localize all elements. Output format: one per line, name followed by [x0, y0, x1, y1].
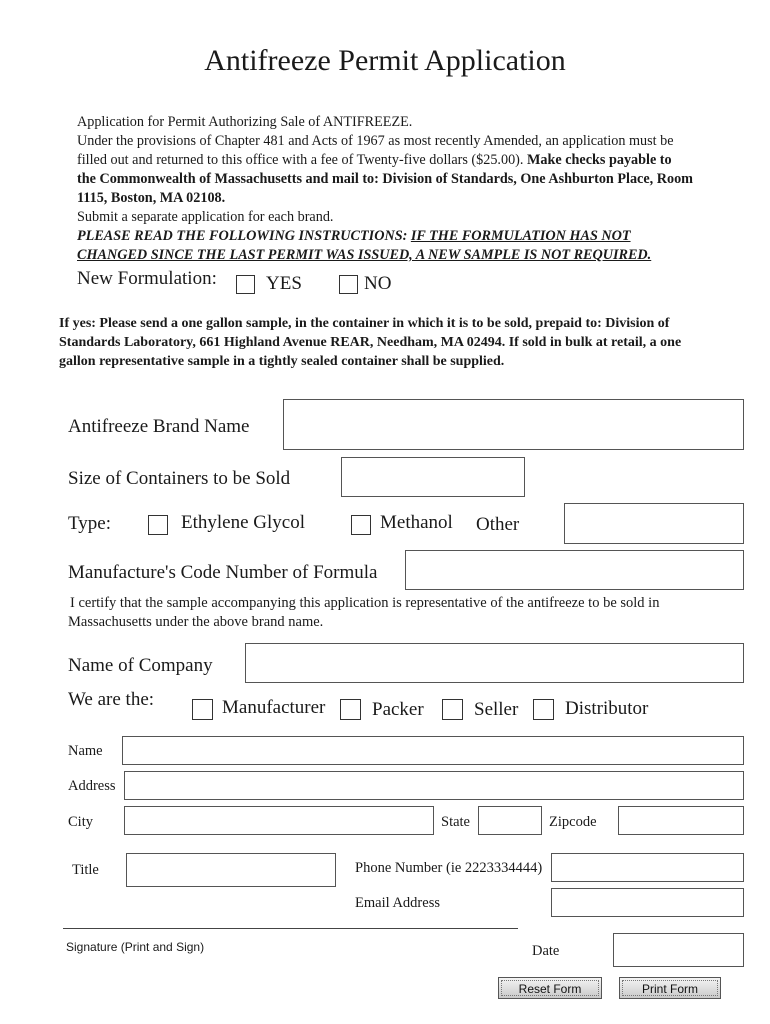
zipcode-input[interactable] [618, 806, 744, 835]
code-number-label: Manufacture's Code Number of Formula [68, 562, 378, 583]
formulation-yes-label: YES [266, 273, 302, 294]
email-input[interactable] [551, 888, 744, 917]
name-input[interactable] [122, 736, 744, 765]
phone-input[interactable] [551, 853, 744, 882]
brand-name-label: Antifreeze Brand Name [68, 416, 250, 437]
formulation-no-label: NO [364, 273, 392, 294]
intro-line-5: 1115, Boston, MA 02108. [77, 190, 226, 206]
company-name-label: Name of Company [68, 655, 213, 676]
packer-checkbox[interactable] [340, 699, 361, 720]
email-label: Email Address [355, 895, 440, 911]
title-input[interactable] [126, 853, 336, 887]
signature-label: Signature (Print and Sign) [66, 940, 205, 954]
certification-line-2: Massachusetts under the above brand name. [68, 614, 324, 630]
page-title: Antifreeze Permit Application [204, 44, 566, 77]
state-input[interactable] [478, 806, 542, 835]
packer-label: Packer [372, 699, 424, 720]
intro-line-1: Application for Permit Authorizing Sale of ANTIFREEZE. [77, 114, 413, 130]
print-form-label: Print Form [622, 980, 718, 996]
date-input[interactable] [613, 933, 744, 967]
methanol-label: Methanol [380, 512, 453, 533]
signature-line[interactable] [63, 928, 518, 929]
instructions-line-2: CHANGED SINCE THE LAST PERMIT WAS ISSUED, A NEW SAMPLE IS NOT REQUIRED. [77, 247, 652, 263]
instructions-prefix: PLEASE READ THE FOLLOWING INSTRUCTIONS: [77, 228, 411, 244]
new-formulation-label: New Formulation: [77, 268, 217, 289]
role-label: We are the: [68, 689, 155, 710]
manufacturer-label: Manufacturer [222, 697, 326, 718]
fee-text: filled out and returned to this office with a fee of Twenty-five dollars ($25.00). [77, 152, 527, 168]
intro-line-2: Under the provisions of Chapter 481 and Acts of 1967 as most recently Amended, an application must be [77, 133, 674, 149]
manufacturer-checkbox[interactable] [192, 699, 213, 720]
date-label: Date [532, 943, 560, 959]
title-label: Title [72, 862, 99, 878]
certification-text [68, 594, 748, 632]
other-label: Other [476, 514, 520, 535]
state-label: State [441, 814, 470, 830]
city-input[interactable] [124, 806, 434, 835]
name-label: Name [68, 743, 103, 759]
type-label: Type: [68, 513, 111, 534]
city-label: City [68, 814, 93, 830]
reset-form-label: Reset Form [501, 980, 599, 996]
ethylene-glycol-label: Ethylene Glycol [181, 512, 305, 533]
distributor-label: Distributor [565, 698, 649, 719]
address-label: Address [68, 778, 116, 794]
certification-line-1: I certify that the sample accompanying this application is representative of the antifreeze to be sold in [70, 595, 660, 611]
address-input[interactable] [124, 771, 744, 800]
reset-form-button[interactable] [498, 977, 602, 999]
print-form-button[interactable] [619, 977, 721, 999]
brand-name-input[interactable] [283, 399, 744, 450]
ethylene-glycol-checkbox[interactable] [148, 515, 168, 535]
seller-checkbox[interactable] [442, 699, 463, 720]
if-yes-instructions [59, 314, 749, 371]
other-type-input[interactable] [564, 503, 744, 544]
container-size-input[interactable] [341, 457, 525, 497]
company-name-input[interactable] [245, 643, 744, 683]
intro-line-3 [77, 151, 747, 170]
intro-text [77, 113, 747, 265]
phone-label: Phone Number (ie 2223334444) [355, 860, 543, 876]
intro-line-6: Submit a separate application for each brand. [77, 209, 334, 225]
formulation-yes-checkbox[interactable] [236, 275, 255, 294]
code-number-input[interactable] [405, 550, 744, 590]
if-yes-line-1: If yes: Please send a one gallon sample, in the container in which it is to be sold, prepaid to: Division of [59, 316, 670, 331]
instructions-line-1 [77, 227, 747, 246]
formulation-no-checkbox[interactable] [339, 275, 358, 294]
container-size-label: Size of Containers to be Sold [68, 468, 291, 489]
zipcode-label: Zipcode [549, 814, 597, 830]
checks-payable-text: Make checks payable to [527, 152, 672, 168]
instructions-underlined: IF THE FORMULATION HAS NOT [410, 228, 631, 244]
distributor-checkbox[interactable] [533, 699, 554, 720]
methanol-checkbox[interactable] [351, 515, 371, 535]
if-yes-line-3: gallon representative sample in a tightly sealed container shall be supplied. [59, 354, 505, 369]
intro-line-4: the Commonwealth of Massachusetts and mail to: Division of Standards, One Ashburton Place, Room [77, 171, 693, 187]
seller-label: Seller [474, 699, 519, 720]
if-yes-line-2: Standards Laboratory, 661 Highland Avenue REAR, Needham, MA 02494. If sold in bulk at retail, a one [59, 335, 682, 350]
